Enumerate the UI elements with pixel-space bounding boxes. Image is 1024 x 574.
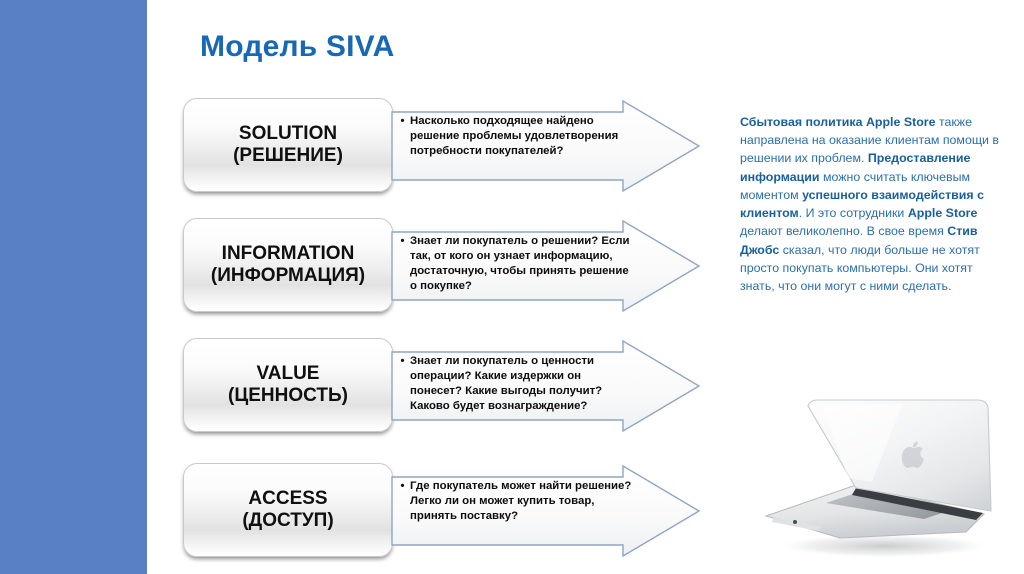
siva-question-text xyxy=(401,354,636,415)
laptop-shadow xyxy=(776,534,992,558)
siva-label-en: VALUE xyxy=(256,362,320,384)
siva-row xyxy=(148,98,708,194)
siva-label-ru: (РЕШЕНИЕ) xyxy=(233,145,343,166)
siva-question-body: Насколько подходящее найдено решение проблемы удовлетворения потребности покупателей? xyxy=(410,115,619,158)
bullet-glyph: • xyxy=(400,355,405,367)
siva-label-ru: (ИНФОРМАЦИЯ) xyxy=(210,265,366,286)
apple-store-commentary xyxy=(740,113,1008,295)
left-accent-band xyxy=(0,0,147,574)
siva-question-body: Знает ли покупатель о ценности операции? Какие издержки он понесет? Какие выгоды получит? Каково будет вознаграждение? xyxy=(410,355,603,413)
page-title: Модель SIVA xyxy=(200,30,395,63)
siva-label-plate-solution[interactable] xyxy=(183,98,393,192)
siva-diagram xyxy=(148,88,708,568)
commentary-run-5: . И это сотрудники xyxy=(798,206,908,221)
commentary-run-4: успешного взаимодействия с клиентом xyxy=(740,187,984,221)
commentary-run-9: сказал, что люди больше не хотят просто покупать компьютеры. Они хотят знать, что они могут с ними сделать. xyxy=(740,242,980,294)
siva-question-body: Где покупатель может найти решение? Легко ли он может купить товар, принять поставку? xyxy=(410,480,632,523)
bullet-glyph: • xyxy=(400,115,405,127)
bullet-glyph: • xyxy=(400,235,405,247)
siva-label-plate-information[interactable] xyxy=(183,218,393,312)
siva-question-text xyxy=(401,234,636,295)
siva-question-body: Знает ли покупатель о решении? Если так, от кого он узнает информацию, достаточную, чтобы принять решение о покупке? xyxy=(410,235,630,293)
siva-row xyxy=(148,218,708,314)
siva-label-en: SOLUTION xyxy=(238,122,338,144)
siva-arrow-access[interactable] xyxy=(391,465,701,557)
siva-label-plate-access[interactable] xyxy=(183,463,393,557)
siva-label-ru: (ЦЕННОСТЬ) xyxy=(228,385,348,406)
siva-arrow-information[interactable] xyxy=(391,220,701,312)
commentary-run-3: можно считать ключевым моментом xyxy=(740,169,971,202)
laptop-indicator-led xyxy=(793,520,797,524)
commentary-run-6: Apple Store xyxy=(907,206,978,221)
bullet-glyph: • xyxy=(400,480,405,492)
laptop-icon xyxy=(752,392,1014,564)
siva-arrow-solution[interactable] xyxy=(391,100,701,192)
commentary-run-7: делают великолепно. В свое время xyxy=(740,224,948,239)
siva-label-plate-value[interactable] xyxy=(183,338,393,432)
siva-row xyxy=(148,338,708,434)
commentary-run-8: Стив Джобс xyxy=(740,224,978,257)
siva-arrow-value[interactable] xyxy=(391,340,701,432)
macbook-illustration xyxy=(752,392,1014,564)
commentary-run-1: также направлена на оказание клиентам помощи в решении их проблем. xyxy=(740,115,999,166)
siva-question-text xyxy=(401,479,636,524)
siva-question-text xyxy=(401,114,636,159)
siva-label-en: INFORMATION xyxy=(221,242,355,264)
siva-label-en: ACCESS xyxy=(248,487,328,509)
siva-row xyxy=(148,463,708,559)
commentary-run-0: Сбытовая политика Apple Store xyxy=(740,115,939,129)
siva-label-ru: (ДОСТУП) xyxy=(242,510,334,531)
commentary-run-2: Предоставление информации xyxy=(740,151,971,184)
